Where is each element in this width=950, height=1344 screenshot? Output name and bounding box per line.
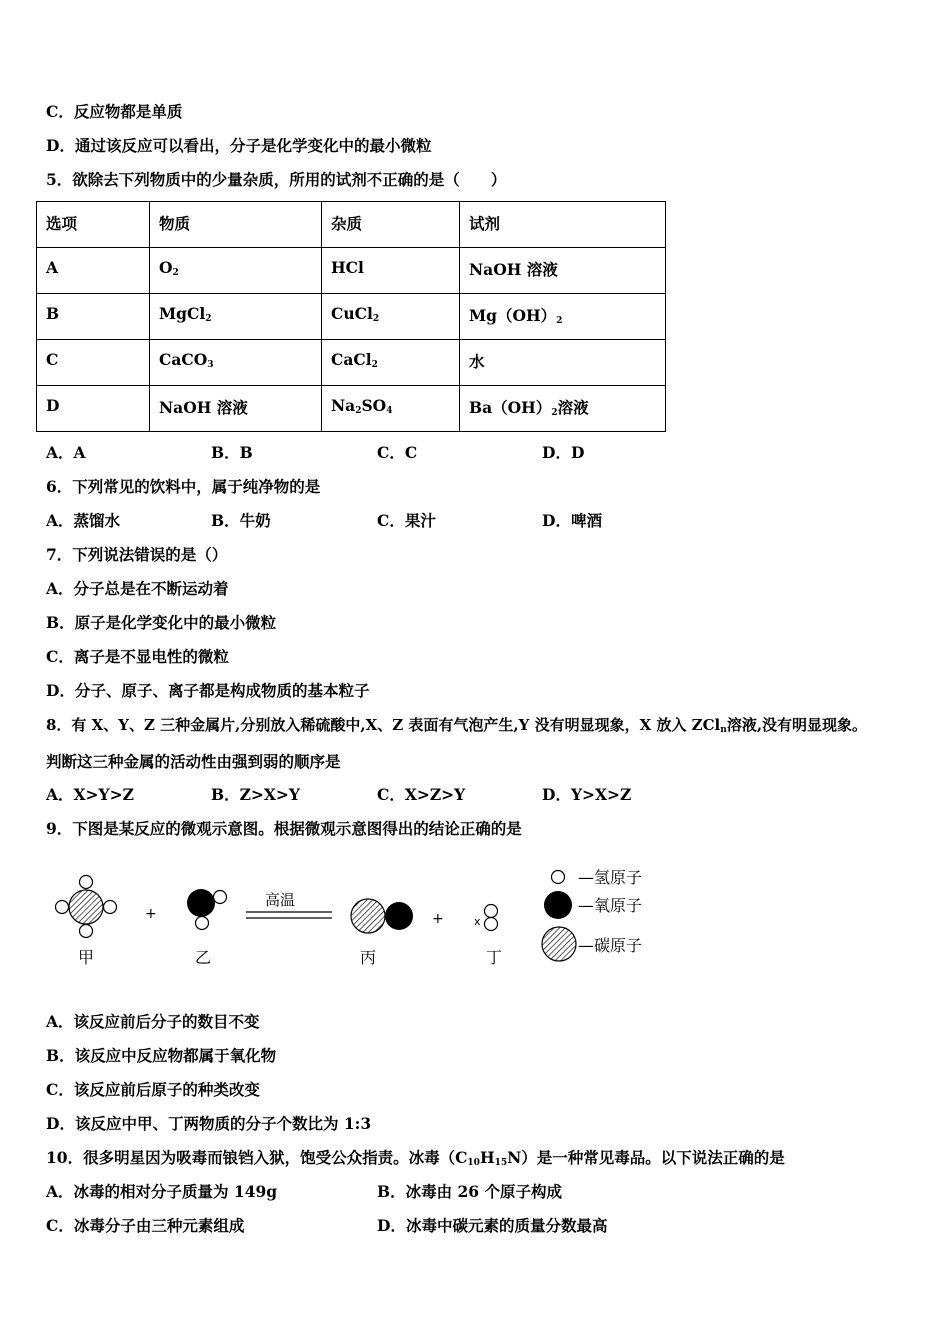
legend-hydrogen-label: —氢原子 [578,868,643,887]
q6-choice-c: C．果汁 [377,511,436,530]
q7-option-c: C．离子是不显电性的微粒 [46,647,229,666]
q8-stem [46,715,867,740]
q10-subscript: 10 [467,1158,480,1168]
cell-impurity [322,294,460,340]
reaction-condition: 高温 [265,891,296,909]
formula-main: Mg（OH） [469,306,557,325]
legend [542,868,642,961]
formula-main: CaCO [159,350,208,369]
label-jia: 甲 [78,948,95,967]
formula-main: CuCl [331,304,373,323]
cell-substance [150,248,322,294]
formula-subscript: 2 [205,314,212,324]
q7-option-a: A．分子总是在不断运动着 [46,579,229,598]
formula-main: 水 [469,352,485,371]
hydrogen-atom [80,876,93,889]
carbon-atom [69,890,103,924]
q8-stem-part2: 溶液,没有明显现象。 [726,716,868,734]
formula-subscript: 3 [207,360,214,370]
formula-tail-letters: SO [361,396,387,415]
table-row [37,248,666,294]
q7-stem: 7．下列说法错误的是（） [46,545,228,564]
reaction-diagram [48,862,688,972]
q5-stem: 5．欲除去下列物质中的少量杂质，所用的试剂不正确的是（ ） [46,170,507,189]
cell-impurity [322,248,460,294]
label-bing: 丙 [360,948,377,967]
q7-option-b: B．原子是化学变化中的最小微粒 [46,613,277,632]
hydrogen-atom [196,917,209,930]
cell-impurity [322,386,460,432]
formula-main: HCl [331,258,364,277]
header-cell: 试剂 [460,202,666,248]
cell-impurity [322,340,460,386]
molecule-ding [485,905,498,931]
q5-choice-d: D．D [542,443,585,462]
cell-reagent [460,294,666,340]
table-row [37,294,666,340]
cell-reagent [460,386,666,432]
q10-option-d: D．冰毒中碳元素的质量分数最高 [377,1216,608,1235]
table-row [37,340,666,386]
hydrogen-atom [56,901,69,914]
cell-substance [150,294,322,340]
label-ding: 丁 [486,948,503,967]
table-row [37,386,666,432]
legend-oxygen-icon [544,891,572,919]
q8-choice-a: A．X>Y>Z [46,785,134,804]
formula-subscript: 2 [551,408,558,418]
q9-option-c: C．该反应前后原子的种类改变 [46,1080,260,1099]
cell-option: D [37,386,150,432]
formula-main: Na [331,396,356,415]
q8-choice-d: D．Y>X>Z [542,785,632,804]
hydrogen-atom [104,901,117,914]
formula-subscript: 2 [355,406,362,416]
q10-stem-part1: 10．很多明星因为吸毒而锒铛入狱，饱受公众指责。冰毒（C [46,1148,468,1167]
formula-subscript: 4 [386,406,393,416]
cell-substance [150,340,322,386]
q10-stem-part2: N）是一种常见毒品。以下说法正确的是 [507,1148,785,1167]
q10-stem-mid: H [479,1148,495,1167]
legend-carbon-label: —碳原子 [578,936,643,955]
q10-stem [46,1148,785,1173]
hydrogen-atom [485,918,498,931]
carbon-atom [351,899,385,933]
table-header-row [37,202,666,248]
hydrogen-atom [214,891,227,904]
oxygen-atom [187,889,215,917]
formula-subscript: 2 [371,360,378,370]
formula-main: Ba（OH） [469,398,552,417]
q9-option-d: D．该反应中甲、丁两物质的分子个数比为 1:3 [46,1114,372,1133]
q8-choice-c: C．X>Z>Y [377,785,466,804]
q10-option-b: B．冰毒由 26 个原子构成 [377,1182,562,1201]
q6-choice-a: A．蒸馏水 [46,511,121,530]
q8-stem-subscript: n [720,725,727,735]
formula-subscript: 2 [556,316,563,326]
cell-option: C [37,340,150,386]
q9-option-b: B．该反应中反应物都属于氧化物 [46,1046,277,1065]
q9-stem: 9．下图是某反应的微观示意图。根据微观示意图得出的结论正确的是 [46,819,522,838]
q7-option-d: D．分子、原子、离子都是构成物质的基本粒子 [46,681,370,700]
coefficient-x: x [474,915,481,928]
molecule-yi [187,889,227,930]
q8-choice-b: B．Z>X>Y [211,785,300,804]
q5-choice-a: A．A [46,443,86,462]
q8-stem-part1: 8．有 X、Y、Z 三种金属片,分别放入稀硫酸中,X、Z 表面有气泡产生,Y 没有明显现象，X 放入 ZCl [46,716,721,734]
label-yi: 乙 [195,948,212,967]
hydrogen-atom [485,905,498,918]
q5-choice-c: C．C [377,443,418,462]
formula-tail [361,396,392,415]
formula-main: MgCl [159,304,206,323]
oxygen-atom [385,902,413,930]
header-cell: 杂质 [322,202,460,248]
plus-sign: + [432,911,444,927]
formula-main: O [159,258,173,277]
cell-substance [150,386,322,432]
molecule-jia [56,876,117,938]
formula-tail: 溶液 [557,398,589,417]
molecule-bing [351,899,413,933]
cell-option: A [37,248,150,294]
q8-stem-line2: 判断这三种金属的活动性由强到弱的顺序是 [46,752,341,771]
cell-reagent [460,248,666,294]
q4-option-c: C．反应物都是单质 [46,102,183,121]
q5-choice-b: B．B [211,443,253,462]
formula-main: CaCl [331,350,372,369]
q5-table [36,201,666,432]
plus-sign: + [145,906,157,922]
hydrogen-atom [80,925,93,938]
formula-subscript: 2 [372,314,380,324]
legend-hydrogen-icon [552,871,565,884]
q6-choice-d: D．啤酒 [542,511,602,530]
formula-main: NaOH 溶液 [469,260,558,279]
q6-choice-b: B．牛奶 [211,511,271,530]
q6-stem: 6．下列常见的饮料中，属于纯净物的是 [46,477,321,496]
legend-carbon-icon [542,927,576,961]
q10-option-a: A．冰毒的相对分子质量为 149g [46,1182,278,1201]
header-cell: 物质 [150,202,322,248]
header-cell: 选项 [37,202,150,248]
formula-subscript: 2 [172,268,179,278]
legend-oxygen-label: —氧原子 [578,896,643,915]
q10-option-c: C．冰毒分子由三种元素组成 [46,1216,245,1235]
q10-subscript: 15 [494,1158,508,1168]
q9-option-a: A．该反应前后分子的数目不变 [46,1012,260,1031]
q4-option-d: D．通过该反应可以看出，分子是化学变化中的最小微粒 [46,136,432,155]
cell-reagent [460,340,666,386]
formula-main: NaOH 溶液 [159,398,248,417]
cell-option: B [37,294,150,340]
